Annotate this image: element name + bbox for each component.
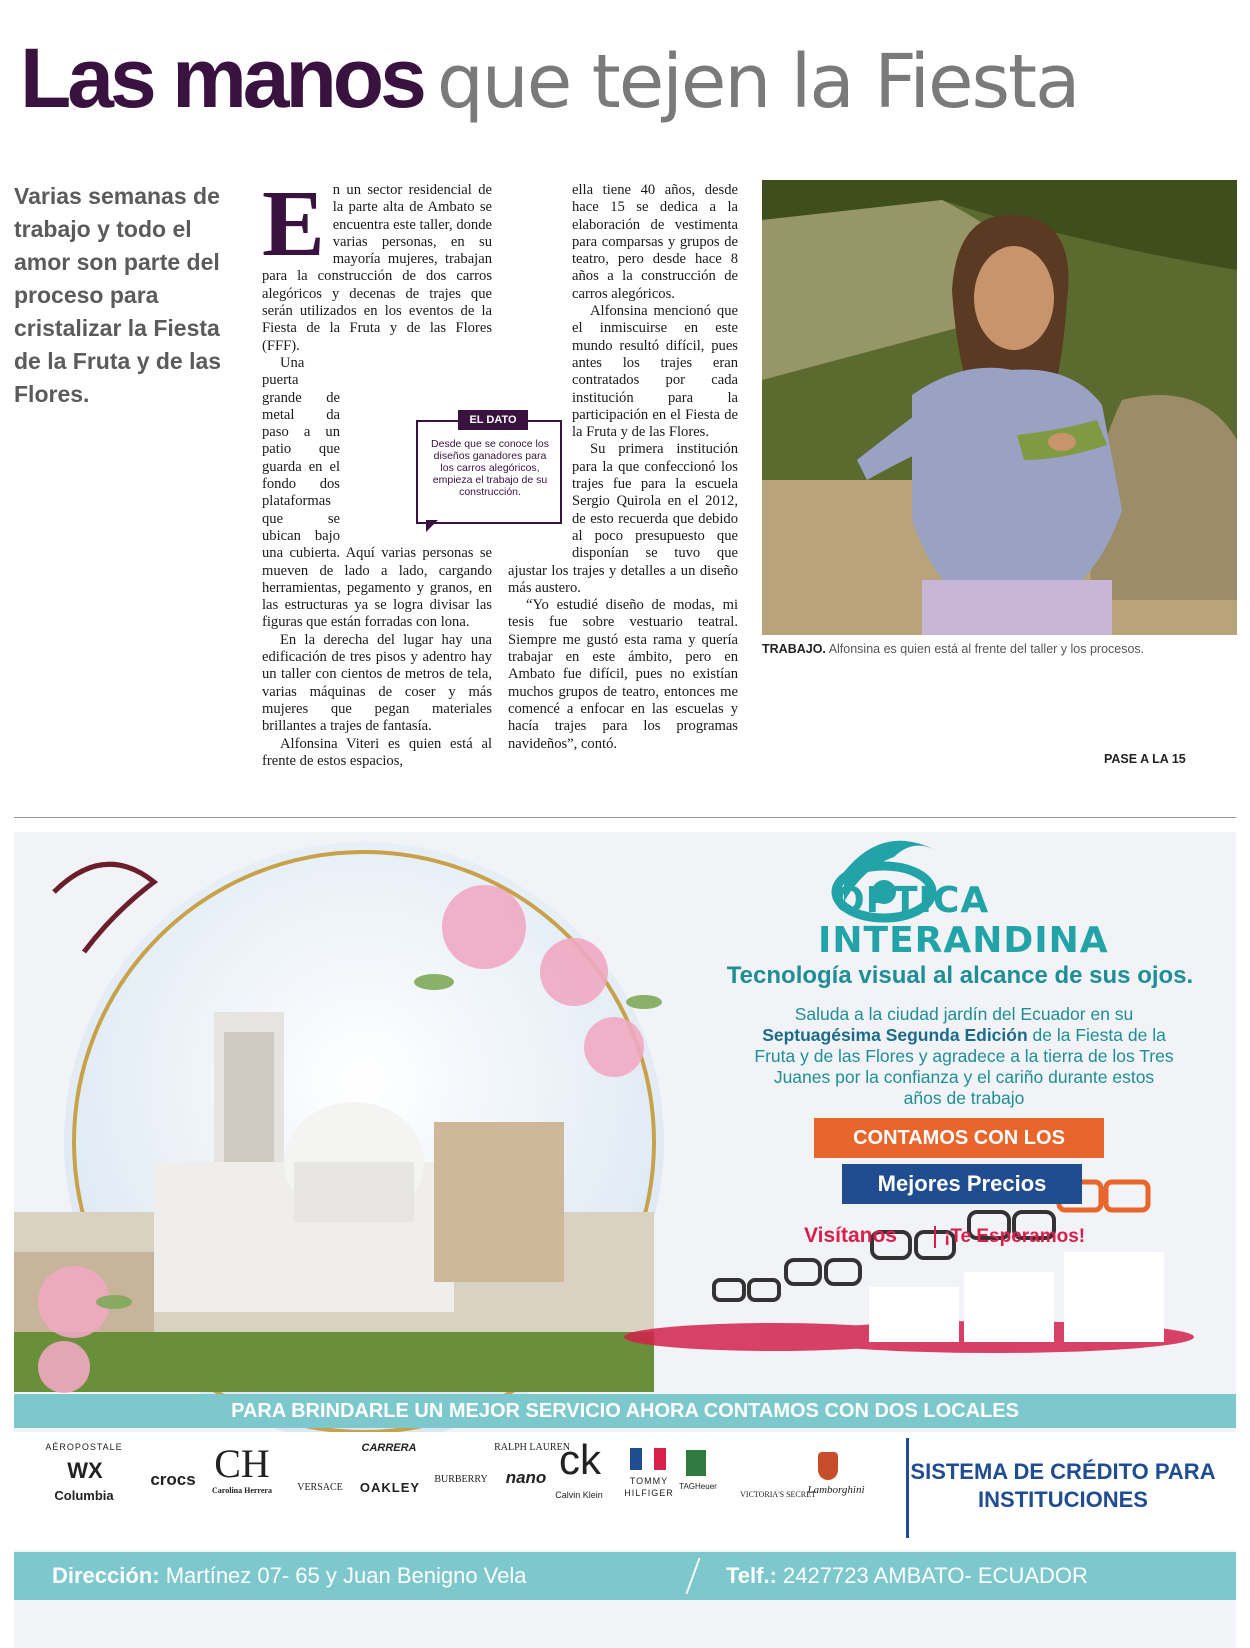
tommy-logo-line2: HILFIGER	[624, 1488, 674, 1498]
photo-illustration	[762, 180, 1237, 635]
paragraph-text: Una puerta grande de metal da paso a un patio que guarda en el fondo dos plataformas que se ubican bajo una cubierta. Aquí varias personas se mueven de lado a lado, cargando herramientas, pegamento y granos, en las estructuras ya se logra divisar las figuras que están forradas con lona.	[262, 354, 492, 631]
versace-logo: VERSACE	[297, 1482, 343, 1493]
brand-name-line2: INTERANDINA	[818, 920, 1109, 961]
ralph-lauren-logo: RALPH LAUREN	[494, 1442, 570, 1453]
article-summary: Varias semanas de trabajo y todo el amor son parte del proceso para cristalizar la Fiesta de la Fruta y de las Flores.	[14, 183, 222, 407]
lamborghini-logo: Lamborghini	[807, 1484, 865, 1496]
columbia-logo: Columbia	[54, 1488, 114, 1503]
address	[52, 1552, 527, 1600]
paragraph: Su primera institución para la que confeccionó los trajes fue para la escuela Sergio Quirola en el 2012, de esto recuerda que debido al poco presupuesto que disponían se tuvo que ajustar los trajes y detalles a un diseño más austero.	[508, 441, 738, 596]
speech-tail-icon	[426, 520, 438, 532]
el-dato-label: EL DATO	[458, 410, 528, 430]
headline-bold: Las manos	[20, 31, 423, 125]
paragraph: “Yo estudié diseño de modas, mi tesis fue sobre vestuario teatral. Siempre me gustó esta rama y quería trabajar en este ámbito, pero en Ambato fue difícil, pues no existían muchos grupos de teatro, entonces me comencé a enfocar en las escuelas y hacía trajes para los programas navideños”, contó.	[508, 597, 738, 752]
headline-light: que tejen la Fiesta	[436, 39, 1079, 125]
drop-cap: E	[262, 172, 325, 276]
ck-logo: ck	[559, 1436, 601, 1483]
section-divider	[14, 817, 1236, 818]
tag-heuer-logo: TAGHeuer	[679, 1482, 717, 1491]
calvin-klein-label: Calvin Klein	[555, 1490, 603, 1500]
caption-label: TRABAJO.	[762, 642, 826, 656]
paragraph: En la derecha del lugar hay una edificación de tres pisos y adentro hay un taller con cientos de metros de tela, varias máquinas de coser y más mujeres que pegan materiales brillantes a trajes de fantasía.	[262, 631, 492, 735]
lamborghini-shield-icon	[818, 1452, 838, 1480]
address-value: Martínez 07- 65 y Juan Benigno Vela	[159, 1563, 527, 1588]
el-dato-box	[416, 410, 564, 528]
article-photo	[762, 180, 1237, 635]
promo-banner-orange: CONTAMOS CON LOS	[814, 1118, 1104, 1158]
paragraph: Alfonsina Viteri es quien está al frente de estos espacios,	[262, 735, 492, 769]
footer-separator	[685, 1558, 700, 1594]
carrera-logo: CARRERA	[361, 1442, 417, 1454]
welcome-label: ¡Te Esperamos!	[934, 1226, 1085, 1248]
brand-logos-strip	[14, 1432, 1236, 1550]
oakley-logo: OAKLEY	[359, 1480, 421, 1495]
brand-name-line1: ÓPTICA	[834, 880, 990, 921]
nano-logo: nano	[505, 1468, 547, 1487]
phone-label: Telf.:	[726, 1563, 777, 1588]
tommy-logo-line1: TOMMY	[629, 1476, 669, 1486]
visit-label: Visítanos	[804, 1224, 897, 1247]
greeting-text: Saluda a la ciudad jardín del Ecuador en su	[794, 1004, 1134, 1024]
wx-logo-icon: WX	[67, 1458, 103, 1483]
promo-banner-blue: Mejores Precios	[842, 1164, 1082, 1204]
ad-tagline: Tecnología visual al alcance de sus ojos.	[726, 962, 1194, 989]
el-dato-text: Desde que se conoce los diseños ganadores para los carros alegóricos, empieza el trabajo de su construcción.	[431, 438, 549, 498]
optica-advertisement	[14, 832, 1236, 1648]
address-label: Dirección:	[52, 1563, 160, 1588]
photo-caption	[762, 642, 1237, 656]
paragraph: Alfonsina mencionó que el inmiscuirse en este mundo resultó difícil, pues antes los trajes eran contratados por cada institución para la participación en el Fiesta de la Fruta y de las Flores.	[572, 303, 738, 441]
credit-system-label: SISTEMA DE CRÉDITO PARA INSTITUCIONES	[910, 1459, 1216, 1512]
paragraph: n un sector residencial de la parte alta de Ambato se encuentra este taller, donde varias personas, en su mayoría mujeres, trabajan para la construcción de dos carros alegóricos y decenas de trajes que serán utilizados en los eventos de la Fiesta de la Fruta y de las Flores (FFF).	[262, 182, 492, 354]
ad-footer	[14, 1552, 1236, 1600]
headline	[20, 30, 1230, 130]
ch-logo: CH	[214, 1441, 270, 1486]
ad-greeting	[754, 1004, 1174, 1109]
phone-value: 2427723 AMBATO- ECUADOR	[776, 1563, 1088, 1588]
phone	[726, 1552, 1088, 1600]
victorias-secret-logo: VICTORIA'S SECRET	[740, 1490, 816, 1499]
greeting-bold: Septuagésima Segunda Edición	[762, 1025, 1028, 1045]
tommy-flag-icon	[630, 1448, 666, 1470]
continue-label: PASE A LA 15	[1104, 752, 1186, 766]
paragraph	[508, 182, 738, 303]
greeting-text: de la Fiesta de la Fruta y de las Flores y agradece a la tierra de los Tres Juanes por la confianza y el cariño durante estos años de trabajo	[754, 1025, 1174, 1108]
carolina-herrera-label: Carolina Herrera	[212, 1486, 272, 1495]
caption-text: Alfonsina es quien está al frente del taller y los procesos.	[825, 642, 1145, 656]
locations-banner: PARA BRINDARLE UN MEJOR SERVICIO AHORA CONTAMOS CON DOS LOCALES	[14, 1394, 1236, 1428]
paragraph-text: ella tiene 40 años, desde hace 15 se dedica a la elaboración de vestimenta para comparsas y grupos de teatro, pero desde hace 8 años a la construcción de carros alegóricos.	[572, 182, 738, 302]
crocs-logo: crocs	[150, 1470, 196, 1489]
tag-heuer-shield-icon	[686, 1450, 706, 1476]
aeropostale-logo: AÉROPOSTALE	[45, 1442, 123, 1452]
burberry-logo: BURBERRY	[434, 1474, 488, 1485]
